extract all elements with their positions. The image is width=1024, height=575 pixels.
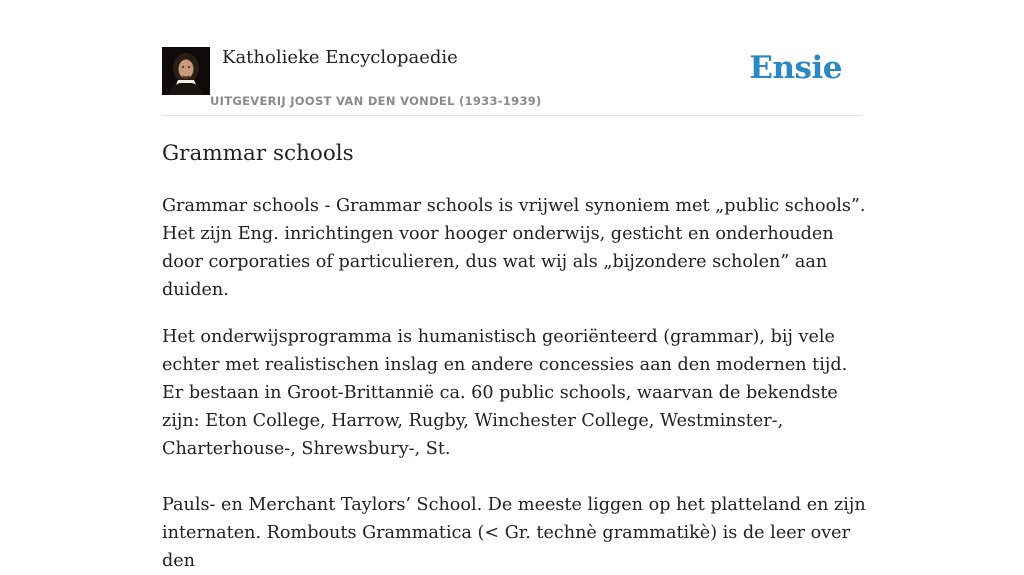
source-header (162, 0, 862, 116)
article-paragraph: Pauls- en Merchant Taylors’ School. De meeste liggen op het platteland en zijn internaten. Rombouts Grammatica (< Gr. technè grammatikè) is de leer over den (162, 495, 866, 571)
article (162, 138, 866, 575)
article-title: Grammar schools (162, 141, 354, 166)
portrait-avatar-icon[interactable] (162, 47, 210, 95)
source-subtitle: UITGEVERIJ JOOST VAN DEN VONDEL (1933-1939) (210, 94, 542, 108)
brand-logo[interactable]: Ensie (749, 50, 842, 86)
article-paragraph: Grammar schools - Grammar schools is vrijwel synoniem met „public schools”. Het zijn Eng. inrichtingen voor hooger onderwijs, gesticht en onderhouden door corporaties of particulieren, dus wat wij als „bijzondere scholen” aan duiden. (162, 196, 866, 300)
article-paragraph: Het onderwijsprogramma is humanistisch georiënteerd (grammar), bij vele echter met realistischen inslag en andere concessies aan den modernen tijd. Er bestaan in Groot-Brittannië ca. 60 public schools, waarvan de bekendste zijn: Eton College, Harrow, Rugby, Winchester College, Westminster-, Charterhouse-, Shrewsbury-, St. (162, 327, 848, 459)
source-title[interactable]: Katholieke Encyclopaedie (222, 47, 458, 68)
